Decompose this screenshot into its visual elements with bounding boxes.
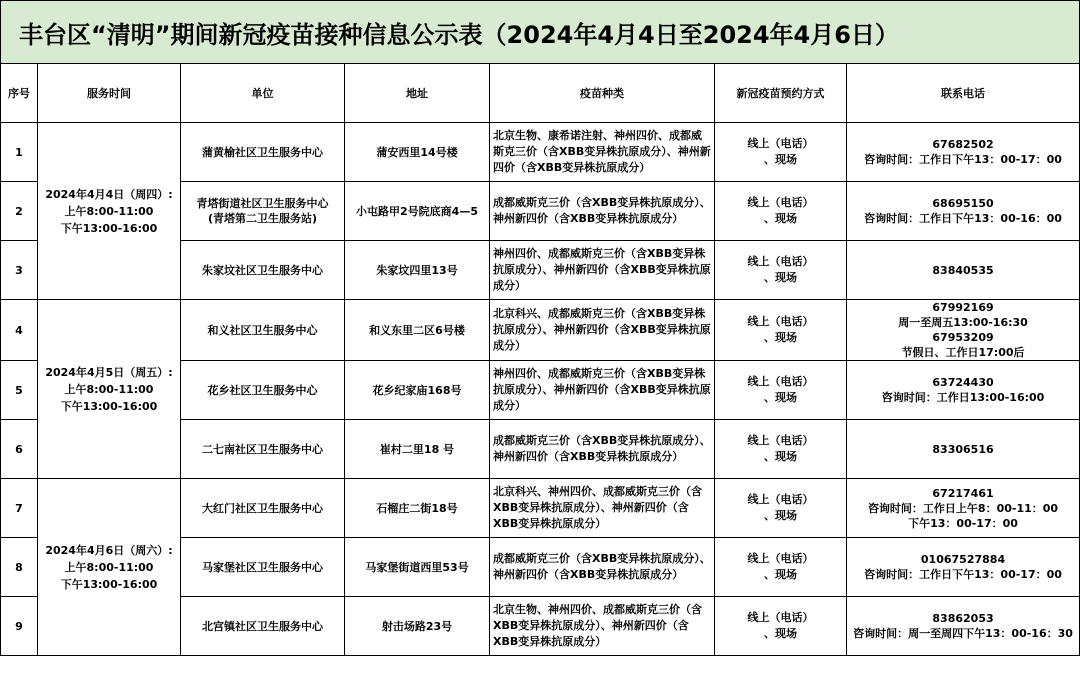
row-no: 8 — [1, 538, 38, 597]
page-title: 丰台区“清明”期间新冠疫苗接种信息公示表（2024年4月4日至2024年4月6日） — [1, 1, 1080, 64]
row-method: 线上（电话） 、现场 — [715, 300, 847, 361]
row-method: 线上（电话） 、现场 — [715, 538, 847, 597]
header-phone: 联系电话 — [847, 64, 1080, 123]
row-no: 6 — [1, 420, 38, 479]
row-no: 1 — [1, 123, 38, 182]
row-phone: 68695150 咨询时间：工作日下午13：00-16：00 — [847, 182, 1080, 241]
row-vaccine: 北京科兴、神州四价、成都威斯克三价（含XBB变异株抗原成分）、神州新四价（含XBB变异株抗原成分） — [490, 479, 715, 538]
table-row — [1, 479, 1080, 538]
row-address: 蒲安西里14号楼 — [345, 123, 490, 182]
row-address: 崔村二里18 号 — [345, 420, 490, 479]
row-vaccine: 北京生物、康希诺注射、神州四价、成都威斯克三价（含XBB变异株抗原成分）、神州新四价（含XBB变异株抗原成分） — [490, 123, 715, 182]
row-unit: 蒲黄榆社区卫生服务中心 — [181, 123, 345, 182]
row-method: 线上（电话） 、现场 — [715, 597, 847, 656]
row-no: 3 — [1, 241, 38, 300]
header-address: 地址 — [345, 64, 490, 123]
row-method: 线上（电话） 、现场 — [715, 123, 847, 182]
row-phone: 67217461 咨询时间：工作日上午8：00-11：00 下午13：00-17：00 — [847, 479, 1080, 538]
row-no: 7 — [1, 479, 38, 538]
row-no: 5 — [1, 361, 38, 420]
row-method: 线上（电话） 、现场 — [715, 241, 847, 300]
row-unit: 二七南社区卫生服务中心 — [181, 420, 345, 479]
row-vaccine: 北京生物、神州四价、成都威斯克三价（含XBB变异株抗原成分）、神州新四价（含XBB变异株抗原成分） — [490, 597, 715, 656]
row-phone: 83862053 咨询时间：周一至周四下午13：00-16：30 — [847, 597, 1080, 656]
row-unit: 马家堡社区卫生服务中心 — [181, 538, 345, 597]
row-no: 4 — [1, 300, 38, 361]
row-phone: 83306516 — [847, 420, 1080, 479]
row-phone: 01067527884 咨询时间：工作日下午13：00-17：00 — [847, 538, 1080, 597]
header-method: 新冠疫苗预约方式 — [715, 64, 847, 123]
header-service-time: 服务时间 — [38, 64, 181, 123]
table-row — [1, 123, 1080, 182]
row-address: 马家堡街道西里53号 — [345, 538, 490, 597]
row-unit: 北宫镇社区卫生服务中心 — [181, 597, 345, 656]
header-vaccine: 疫苗种类 — [490, 64, 715, 123]
row-no: 9 — [1, 597, 38, 656]
service-time: 2024年4月6日（周六）: 上午8:00-11:00 下午13:00-16:00 — [38, 479, 181, 656]
row-unit: 花乡社区卫生服务中心 — [181, 361, 345, 420]
row-address: 朱家坟四里13号 — [345, 241, 490, 300]
row-vaccine: 北京科兴、成都威斯克三价（含XBB变异株抗原成分）、神州新四价（含XBB变异株抗原成分） — [490, 300, 715, 361]
row-vaccine: 成都威斯克三价（含XBB变异株抗原成分）、神州新四价（含XBB变异株抗原成分） — [490, 420, 715, 479]
row-method: 线上（电话） 、现场 — [715, 361, 847, 420]
row-vaccine: 成都威斯克三价（含XBB变异株抗原成分）、神州新四价（含XBB变异株抗原成分） — [490, 182, 715, 241]
service-time: 2024年4月4日（周四）: 上午8:00-11:00 下午13:00-16:00 — [38, 123, 181, 300]
service-time: 2024年4月5日（周五）: 上午8:00-11:00 下午13:00-16:00 — [38, 300, 181, 479]
row-method: 线上（电话） 、现场 — [715, 182, 847, 241]
row-unit: 和义社区卫生服务中心 — [181, 300, 345, 361]
header-no: 序号 — [1, 64, 38, 123]
row-unit: 青塔街道社区卫生服务中心 (青塔第二卫生服务站) — [181, 182, 345, 241]
header-unit: 单位 — [181, 64, 345, 123]
row-unit: 朱家坟社区卫生服务中心 — [181, 241, 345, 300]
row-phone: 63724430 咨询时间：工作日13:00-16:00 — [847, 361, 1080, 420]
row-address: 小屯路甲2号院底商4—5 — [345, 182, 490, 241]
row-phone: 67682502 咨询时间：工作日下午13：00-17：00 — [847, 123, 1080, 182]
row-vaccine: 神州四价、成都威斯克三价（含XBB变异株抗原成分）、神州新四价（含XBB变异株抗原成分） — [490, 361, 715, 420]
row-unit: 大红门社区卫生服务中心 — [181, 479, 345, 538]
row-method: 线上（电话） 、现场 — [715, 420, 847, 479]
row-phone: 83840535 — [847, 241, 1080, 300]
row-address: 和义东里二区6号楼 — [345, 300, 490, 361]
row-address: 射击场路23号 — [345, 597, 490, 656]
row-method: 线上（电话） 、现场 — [715, 479, 847, 538]
row-phone: 67992169 周一至周五13:00-16:30 67953209 节假日、工作日17:00后 — [847, 300, 1080, 361]
row-no: 2 — [1, 182, 38, 241]
row-address: 石榴庄二街18号 — [345, 479, 490, 538]
table-row — [1, 300, 1080, 361]
row-vaccine: 成都威斯克三价（含XBB变异株抗原成分）、神州新四价（含XBB变异株抗原成分） — [490, 538, 715, 597]
row-vaccine: 神州四价、成都威斯克三价（含XBB变异株抗原成分）、神州新四价（含XBB变异株抗原成分） — [490, 241, 715, 300]
row-address: 花乡纪家庙168号 — [345, 361, 490, 420]
